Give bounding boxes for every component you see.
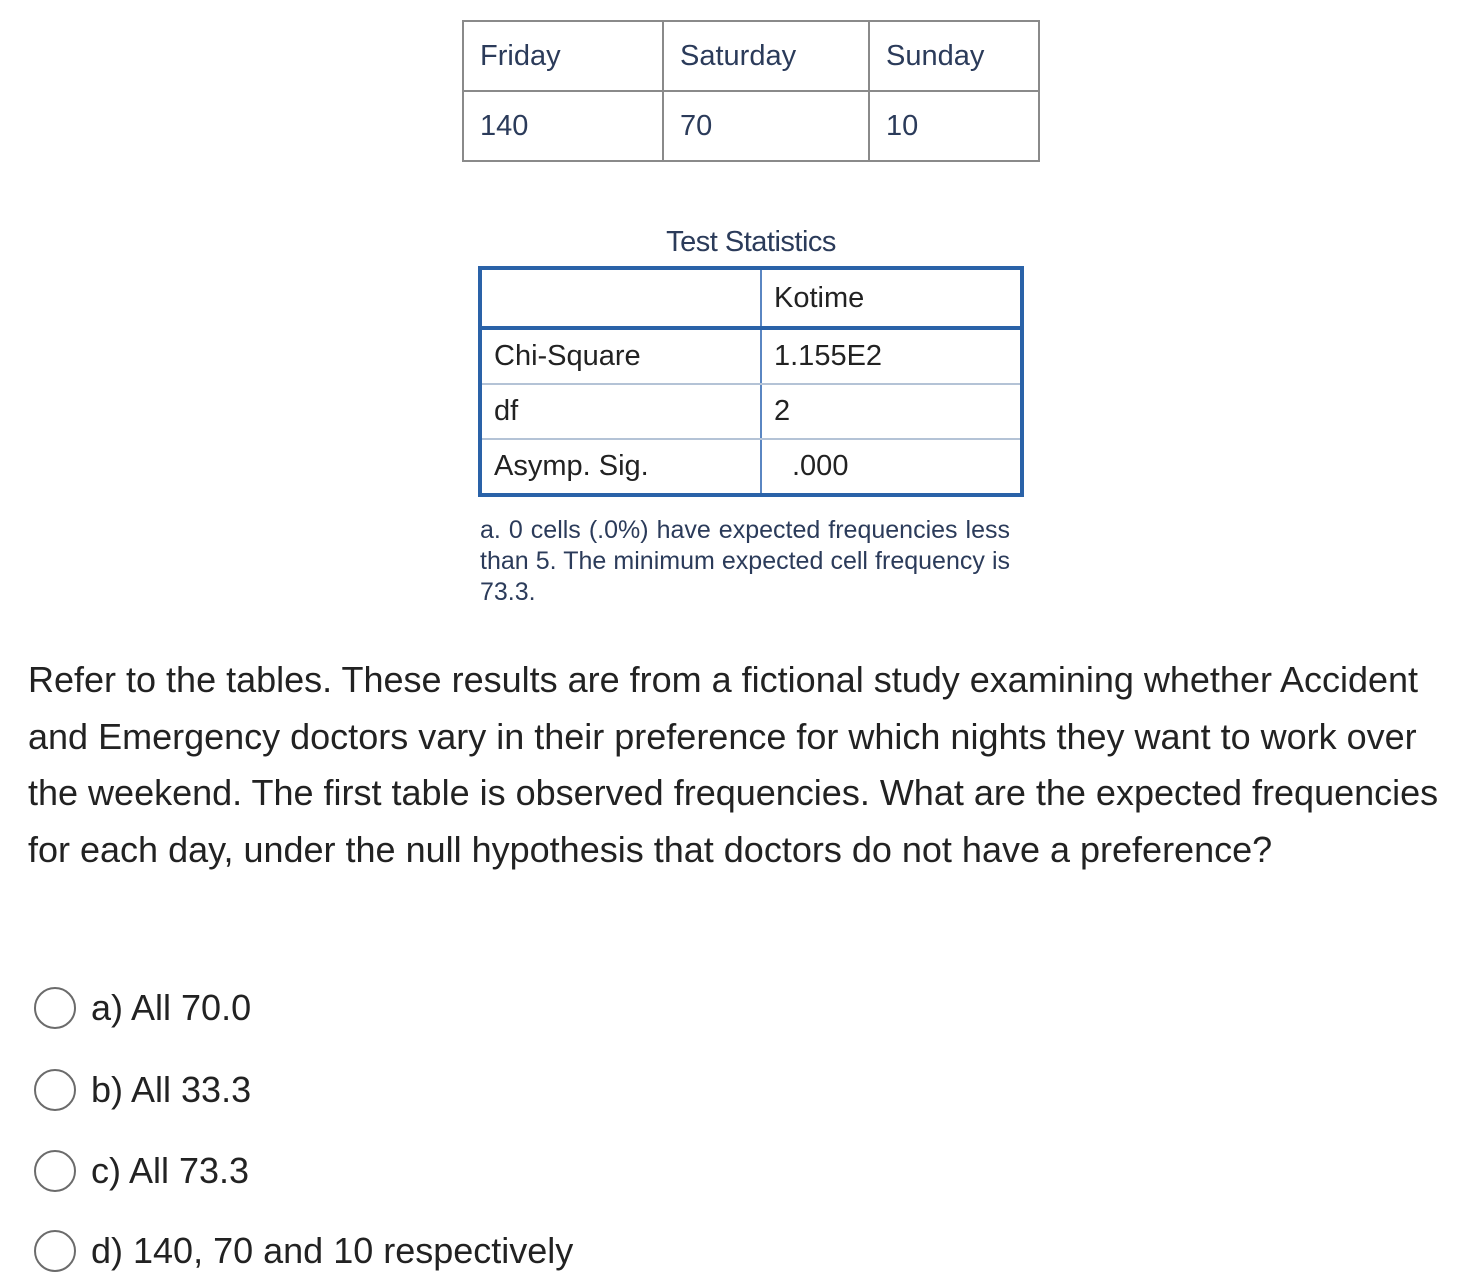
value-saturday: 70 <box>663 91 869 161</box>
stats-value-asymp-sig: .000 <box>761 439 1022 495</box>
option-label: a) All 70.0 <box>91 987 252 1028</box>
radio-button-icon[interactable] <box>34 987 76 1029</box>
option-c[interactable] <box>34 1148 249 1194</box>
option-b[interactable] <box>34 1067 251 1113</box>
test-statistics-table <box>478 266 1024 497</box>
stats-label-chi-square: Chi-Square <box>480 328 761 384</box>
stats-label-asymp-sig: Asymp. Sig. <box>480 439 761 495</box>
header-saturday: Saturday <box>663 21 869 91</box>
observed-frequencies-table <box>462 20 1040 162</box>
table-row <box>480 384 1022 439</box>
stats-header-row <box>480 268 1022 328</box>
header-sunday: Sunday <box>869 21 1039 91</box>
table-row <box>463 91 1039 161</box>
table-row <box>480 328 1022 384</box>
table-row <box>480 439 1022 495</box>
header-friday: Friday <box>463 21 663 91</box>
stats-empty-header-cell <box>480 268 761 328</box>
option-label: d) 140, 70 and 10 respectively <box>91 1230 574 1271</box>
radio-button-icon[interactable] <box>34 1230 76 1272</box>
value-friday: 140 <box>463 91 663 161</box>
test-statistics-title: Test Statistics <box>666 226 836 258</box>
radio-button-icon[interactable] <box>34 1069 76 1111</box>
option-label: b) All 33.3 <box>91 1069 252 1110</box>
stats-column-header: Kotime <box>761 268 1022 328</box>
radio-button-icon[interactable] <box>34 1150 76 1192</box>
question-text: Refer to the tables. These results are from a fictional study examining whether Accident and Emergency doctors vary in their preference for which nights they want to work over the weekend. The first table is observed frequencies. What are the expected frequencies for each day, under the null hypothesis that doctors do not have a preference? <box>28 659 1439 870</box>
option-label: c) All 73.3 <box>91 1150 250 1191</box>
value-sunday: 10 <box>869 91 1039 161</box>
stats-label-df: df <box>480 384 761 439</box>
stats-footnote: a. 0 cells (.0%) have expected frequencies less than 5. The minimum expected cell frequency is 73.3. <box>480 516 1010 606</box>
stats-value-df: 2 <box>761 384 1022 439</box>
option-d[interactable] <box>34 1228 573 1274</box>
stats-value-chi-square: 1.155E2 <box>761 328 1022 384</box>
table-header-row <box>463 21 1039 91</box>
option-a[interactable] <box>34 985 251 1031</box>
